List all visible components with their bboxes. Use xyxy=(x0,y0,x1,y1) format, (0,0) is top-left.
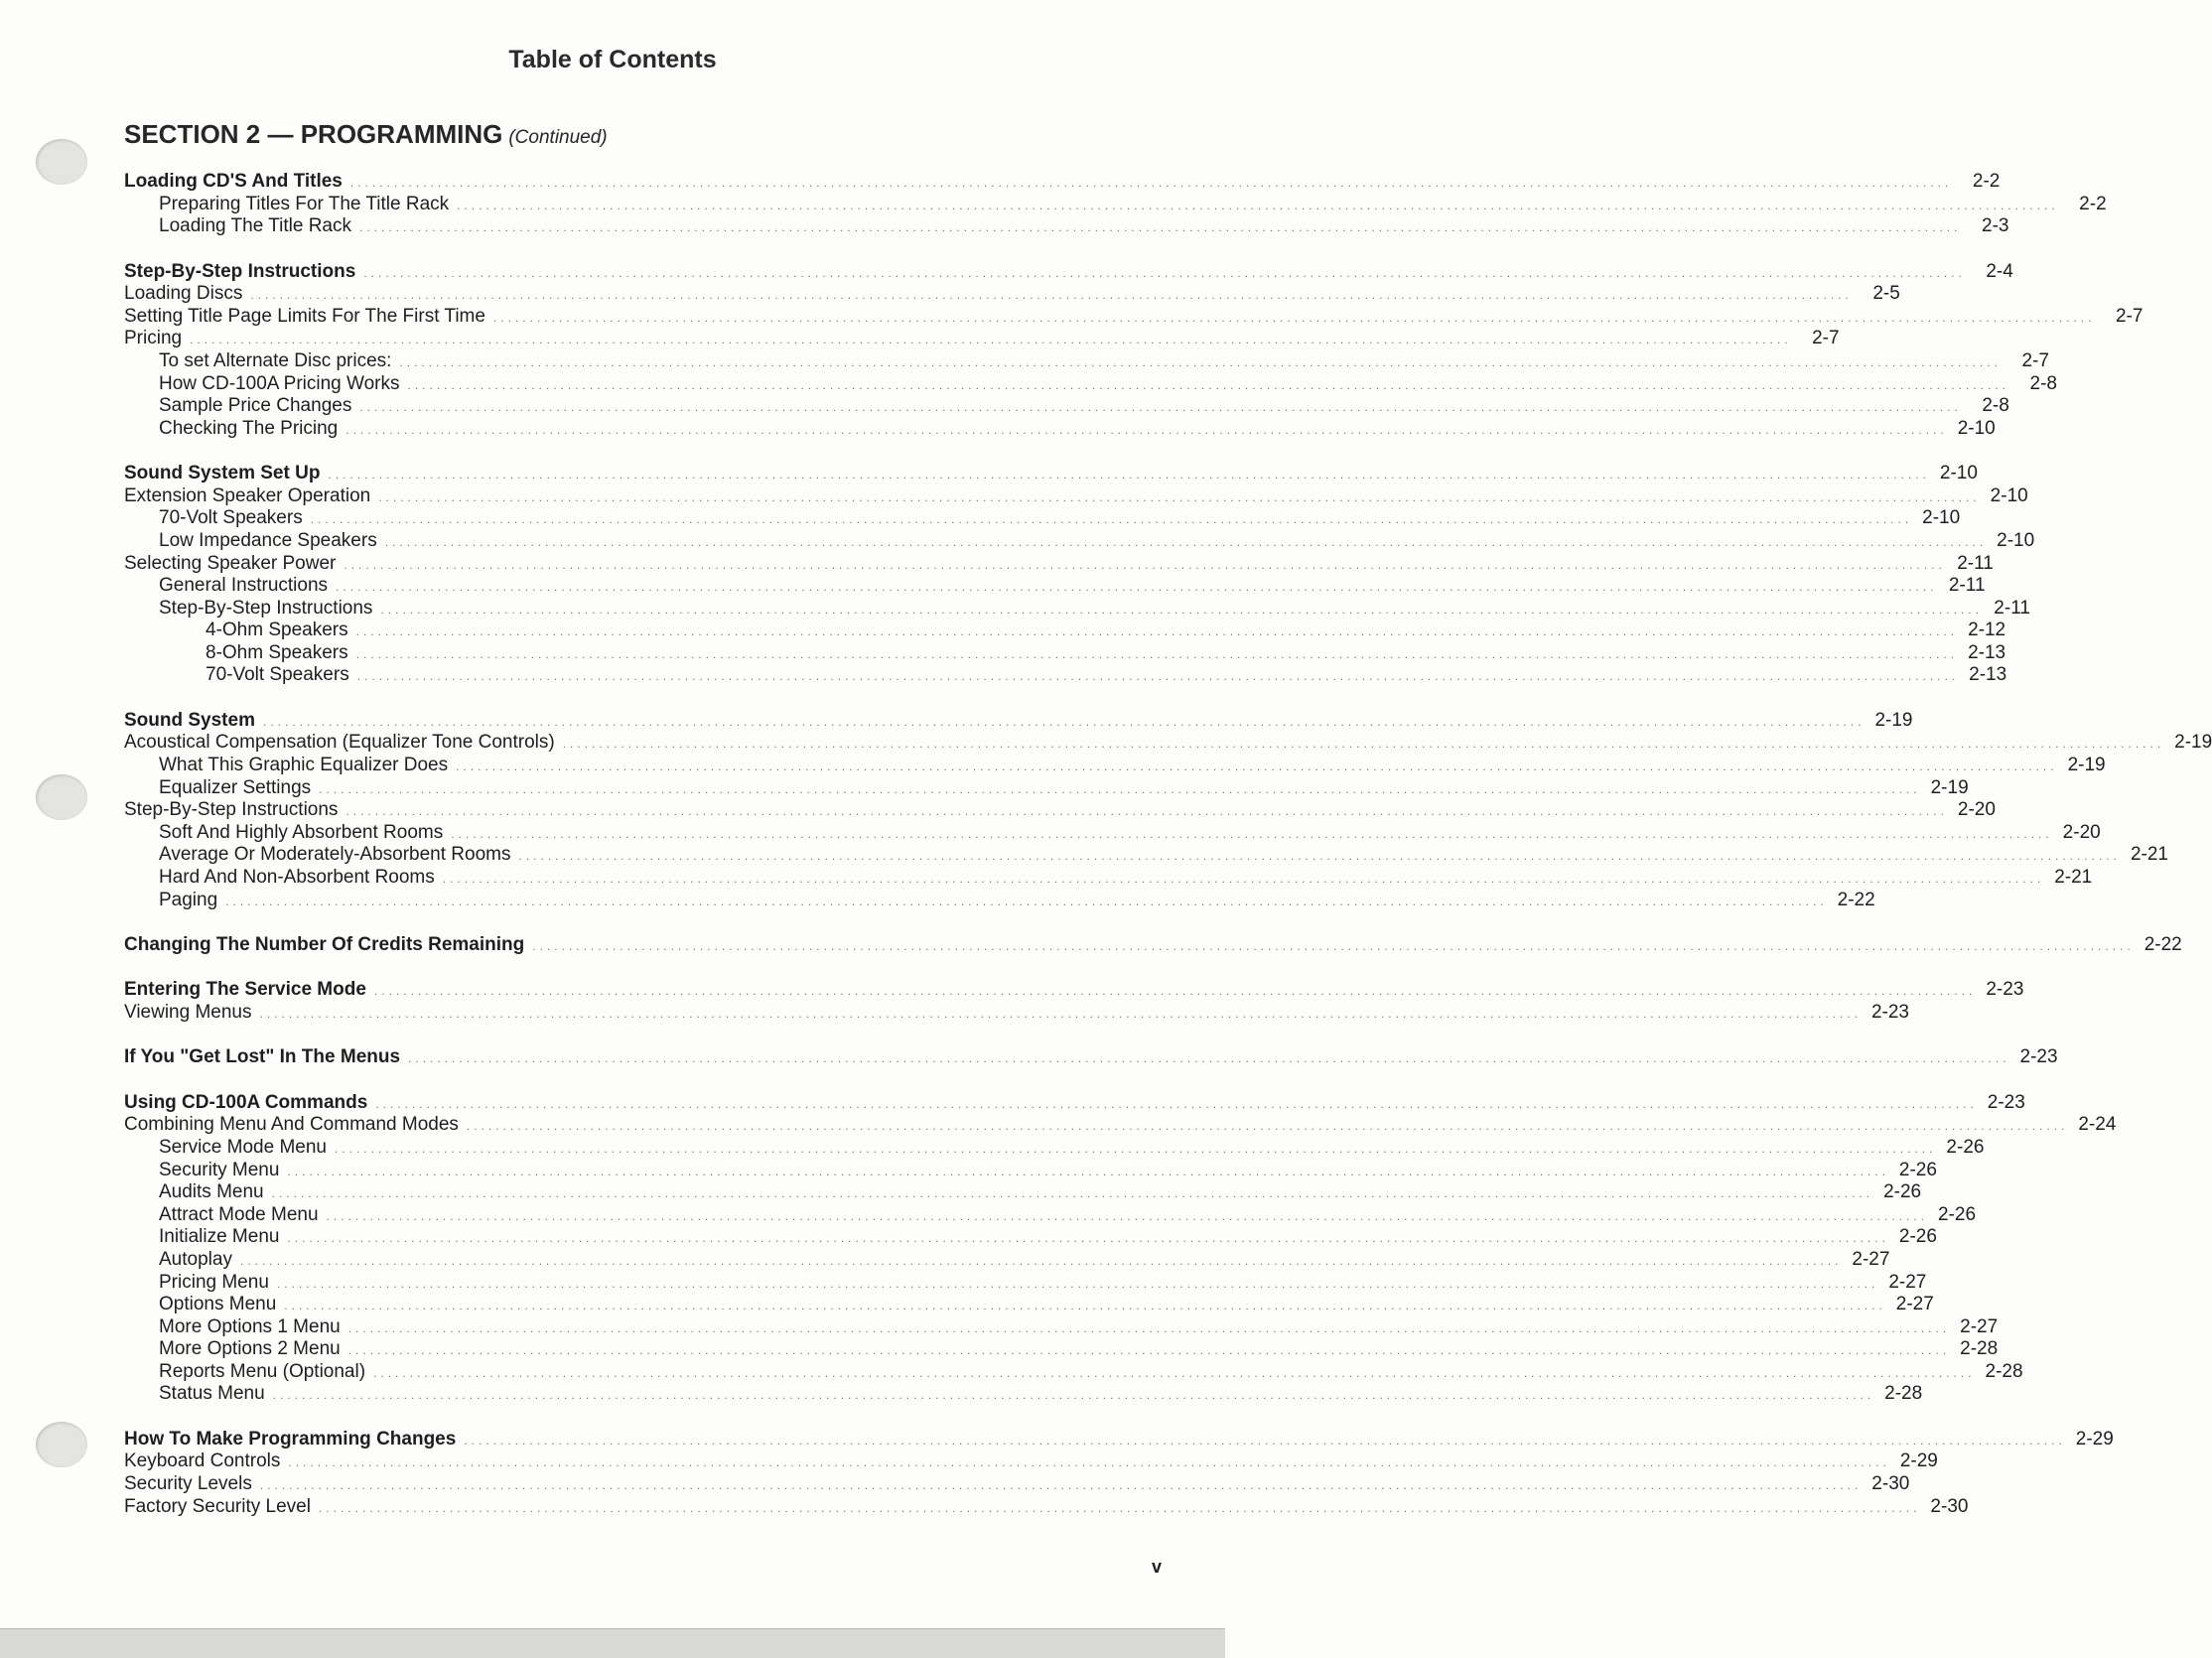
toc-entry[interactable] xyxy=(124,171,2001,194)
toc-entry[interactable] xyxy=(124,1114,2117,1137)
dot-leader: ............................................................................................................................................................................................................................ xyxy=(225,894,1828,908)
dot-leader: ............................................................................................................................................................................................................................ xyxy=(492,310,2096,325)
toc-entry[interactable] xyxy=(124,1159,1937,1182)
dot-leader: ............................................................................................................................................................................................................................ xyxy=(457,198,2059,212)
toc-entry-page: 2-26 xyxy=(1946,1136,1985,1158)
toc-entry[interactable] xyxy=(124,799,1996,822)
dot-leader: ............................................................................................................................................................................................................................ xyxy=(344,557,1946,572)
toc-entry-page: 2-20 xyxy=(1957,799,1996,821)
dot-leader: ............................................................................................................................................................................................................................ xyxy=(284,1299,1886,1313)
toc-entry-page: 2-30 xyxy=(1930,1495,1969,1517)
toc-group xyxy=(124,171,2107,238)
toc-entry-label: Soft And Highly Absorbent Rooms xyxy=(159,821,444,843)
toc-entry-page: 2-29 xyxy=(1899,1451,1938,1472)
toc-entry-label: Checking The Pricing xyxy=(159,417,339,439)
dot-leader: ............................................................................................................................................................................................................................ xyxy=(272,1388,1875,1403)
toc-entry-label: Extension Speaker Operation xyxy=(124,484,371,506)
toc-entry-label: Low Impedance Speakers xyxy=(159,529,377,551)
toc-entry-label: Setting Title Page Limits For The First Time xyxy=(124,305,485,327)
toc-entry-page: 2-3 xyxy=(1982,215,2009,237)
toc-entry-page: 2-19 xyxy=(2067,755,2106,776)
toc-entry[interactable] xyxy=(124,463,1978,485)
toc-entry-page: 2-26 xyxy=(1898,1159,1937,1180)
toc-entry-label: Using CD-100A Commands xyxy=(124,1091,368,1113)
toc-entry-page: 2-8 xyxy=(1982,395,2009,417)
toc-entry-page: 2-10 xyxy=(1957,417,1996,439)
toc-entry-page: 2-7 xyxy=(2115,305,2143,327)
toc-entry-label: Service Mode Menu xyxy=(159,1136,327,1158)
dot-leader: ............................................................................................................................................................................................................................ xyxy=(190,333,1792,347)
dot-leader: ............................................................................................................................................................................................................................ xyxy=(355,624,1959,639)
toc-entry-label: Step-By-Step Instructions xyxy=(124,260,356,282)
toc-entry[interactable] xyxy=(124,867,2093,890)
toc-entry-label: Attract Mode Menu xyxy=(159,1203,319,1225)
toc-entry[interactable] xyxy=(124,1181,1922,1204)
toc-entry[interactable] xyxy=(124,372,2057,396)
toc-entry[interactable] xyxy=(124,1383,1923,1406)
dot-leader: ............................................................................................................................................................................................................................ xyxy=(384,534,1988,549)
toc-entry-label: Preparing Titles For The Title Rack xyxy=(159,193,450,214)
toc-entry[interactable] xyxy=(124,821,2101,845)
toc-entry[interactable] xyxy=(124,529,2035,553)
toc-entry-page: 2-10 xyxy=(1990,484,2028,506)
toc-entry[interactable] xyxy=(124,1428,2114,1451)
dot-leader: ............................................................................................................................................................................................................................ xyxy=(288,1455,1890,1470)
toc-entry[interactable] xyxy=(124,934,2182,957)
toc-entry[interactable] xyxy=(124,575,1986,598)
toc-entry[interactable] xyxy=(124,349,2049,373)
dot-leader: ............................................................................................................................................................................................................................ xyxy=(359,400,1962,415)
toc-entry-label: More Options 1 Menu xyxy=(159,1315,341,1337)
toc-entry[interactable] xyxy=(124,552,1994,576)
toc-entry-label: Changing The Number Of Credits Remaining xyxy=(124,934,525,955)
dot-leader: ............................................................................................................................................................................................................................ xyxy=(250,288,1853,303)
dot-leader: ............................................................................................................................................................................................................................ xyxy=(271,1186,1874,1201)
toc-entry-label: 8-Ohm Speakers xyxy=(206,641,348,663)
toc-entry-label: Step-By-Step Instructions xyxy=(124,799,339,821)
toc-entry-page: 2-8 xyxy=(2029,372,2057,394)
toc-entry-page: 2-13 xyxy=(1969,664,2007,686)
toc-entry-label: Loading The Title Rack xyxy=(159,215,351,237)
binder-hole-top xyxy=(36,139,87,185)
toc-entry[interactable] xyxy=(124,1091,2025,1115)
toc-entry-label: Selecting Speaker Power xyxy=(124,552,337,574)
dot-leader: ............................................................................................................................................................................................................................ xyxy=(318,1500,1921,1515)
dot-leader: ............................................................................................................................................................................................................................ xyxy=(466,1119,2069,1134)
dot-leader: ............................................................................................................................................................................................................................ xyxy=(346,422,1948,437)
toc-entry-page: 2-2 xyxy=(2079,193,2107,214)
toc-entry[interactable] xyxy=(124,1495,1969,1519)
dot-leader: ............................................................................................................................................................................................................................ xyxy=(375,1096,1978,1111)
dot-leader: ............................................................................................................................................................................................................................ xyxy=(310,512,1913,527)
dot-leader: ............................................................................................................................................................................................................................ xyxy=(359,220,1962,235)
dot-leader: ............................................................................................................................................................................................................................ xyxy=(518,849,2121,864)
toc-entry-page: 2-26 xyxy=(1883,1181,1922,1203)
toc-entry-label: Status Menu xyxy=(159,1383,265,1405)
toc-entry-page: 2-13 xyxy=(1968,641,2006,663)
toc-entry-label: Acoustical Compensation (Equalizer Tone Controls) xyxy=(124,732,555,754)
dot-leader: ............................................................................................................................................................................................................................ xyxy=(451,826,2053,841)
toc-entry-page: 2-7 xyxy=(2021,349,2049,371)
dot-leader: ............................................................................................................................................................................................................................ xyxy=(407,377,2009,392)
toc-entry-page: 2-20 xyxy=(2062,821,2101,843)
toc-entry-label: What This Graphic Equalizer Does xyxy=(159,755,449,776)
toc-entry-label: Pricing Menu xyxy=(159,1271,269,1293)
toc-entry[interactable] xyxy=(124,844,2168,867)
toc-entry-page: 2-10 xyxy=(1922,507,1961,529)
toc-entry-label: Security Menu xyxy=(159,1159,280,1180)
toc-entry-label: Factory Security Level xyxy=(124,1495,311,1517)
dot-leader: ............................................................................................................................................................................................................................ xyxy=(276,1276,1879,1291)
toc-entry[interactable] xyxy=(124,709,1913,733)
toc-entry-label: Reports Menu (Optional) xyxy=(159,1360,366,1382)
toc-group xyxy=(124,1428,2114,1518)
toc-entry-page: 2-26 xyxy=(1898,1226,1937,1248)
toc-entry-label: Initialize Menu xyxy=(159,1226,280,1248)
dot-leader: ............................................................................................................................................................................................................................ xyxy=(562,737,2165,752)
toc-group xyxy=(124,463,2035,687)
toc-entry-label: Keyboard Controls xyxy=(124,1451,281,1472)
scan-bottom-edge xyxy=(0,1628,1225,1658)
toc-entry-page: 2-10 xyxy=(1997,529,2035,551)
dot-leader: ............................................................................................................................................................................................................................ xyxy=(380,602,1983,617)
dot-leader: ............................................................................................................................................................................................................................ xyxy=(319,781,1921,796)
toc-entry-label: If You "Get Lost" In The Menus xyxy=(124,1046,401,1068)
toc-entry-page: 2-21 xyxy=(2130,844,2168,866)
toc-entry[interactable] xyxy=(124,1360,2023,1384)
toc-group xyxy=(124,709,2212,911)
toc-entry[interactable] xyxy=(124,283,1900,306)
dot-leader: ............................................................................................................................................................................................................................ xyxy=(334,1141,1937,1156)
dot-leader: ............................................................................................................................................................................................................................ xyxy=(363,265,1966,280)
toc-entry-page: 2-11 xyxy=(1957,552,1994,574)
dot-leader: ............................................................................................................................................................................................................................ xyxy=(336,580,1938,595)
toc-entry-page: 2-4 xyxy=(1986,260,2013,282)
toc-entry-label: Combining Menu And Command Modes xyxy=(124,1114,459,1136)
table-of-contents xyxy=(124,171,2212,1541)
dot-leader: ............................................................................................................................................................................................................................ xyxy=(532,939,2135,953)
toc-entry-page: 2-23 xyxy=(2019,1046,2058,1068)
toc-entry-label: Hard And Non-Absorbent Rooms xyxy=(159,867,435,889)
dot-leader: ............................................................................................................................................................................................................................ xyxy=(328,468,1930,483)
toc-entry[interactable] xyxy=(124,1473,1910,1496)
toc-entry[interactable] xyxy=(124,484,2028,508)
toc-entry[interactable] xyxy=(124,620,2006,642)
toc-entry[interactable] xyxy=(124,1046,2058,1069)
page-number: v xyxy=(1152,1557,1163,1577)
dot-leader: ............................................................................................................................................................................................................................ xyxy=(399,354,2002,369)
section-heading xyxy=(124,119,608,150)
dot-leader: ............................................................................................................................................................................................................................ xyxy=(408,1051,2010,1066)
toc-entry[interactable] xyxy=(124,1203,1977,1227)
toc-entry[interactable] xyxy=(124,1226,1937,1249)
toc-entry[interactable] xyxy=(124,1294,1934,1316)
binder-hole-bottom xyxy=(36,1422,87,1467)
toc-entry-page: 2-28 xyxy=(1884,1383,1923,1405)
toc-entry[interactable] xyxy=(124,305,2143,329)
page-title: Table of Contents xyxy=(508,46,717,73)
toc-entry-page: 2-27 xyxy=(1895,1294,1934,1315)
toc-entry-label: Sound System xyxy=(124,709,255,731)
toc-entry-label: 70-Volt Speakers xyxy=(159,507,303,529)
toc-entry[interactable] xyxy=(124,597,2030,621)
toc-entry[interactable] xyxy=(124,215,2009,238)
toc-entry-page: 2-23 xyxy=(1986,979,2024,1001)
toc-entry-label: Autoplay xyxy=(159,1248,232,1270)
toc-entry-page: 2-11 xyxy=(1994,597,2030,619)
toc-entry-page: 2-5 xyxy=(1872,283,1900,305)
dot-leader: ............................................................................................................................................................................................................................ xyxy=(326,1208,1929,1223)
toc-entry[interactable] xyxy=(124,979,2024,1002)
toc-entry-label: Loading CD'S And Titles xyxy=(124,171,343,192)
toc-group xyxy=(124,934,2182,957)
toc-group xyxy=(124,979,2024,1024)
toc-entry[interactable] xyxy=(124,260,2013,284)
toc-entry[interactable] xyxy=(124,1338,1999,1361)
dot-leader: ............................................................................................................................................................................................................................ xyxy=(378,489,1981,504)
toc-entry-label: Sound System Set Up xyxy=(124,463,321,484)
toc-entry[interactable] xyxy=(124,1451,1938,1473)
toc-entry[interactable] xyxy=(124,1315,1999,1339)
dot-leader: ............................................................................................................................................................................................................................ xyxy=(239,1253,1843,1268)
dot-leader: ............................................................................................................................................................................................................................ xyxy=(373,1365,1976,1380)
toc-entry-label: Entering The Service Mode xyxy=(124,979,366,1001)
toc-entry-page: 2-7 xyxy=(1812,328,1840,349)
toc-entry-page: 2-2 xyxy=(1972,171,2001,192)
toc-entry-page: 2-28 xyxy=(1985,1360,2023,1382)
dot-leader: ............................................................................................................................................................................................................................ xyxy=(464,1433,2066,1448)
toc-entry-page: 2-11 xyxy=(1948,575,1986,597)
toc-entry-label: More Options 2 Menu xyxy=(159,1338,341,1360)
toc-entry[interactable] xyxy=(124,328,1840,350)
dot-leader: ............................................................................................................................................................................................................................ xyxy=(456,760,2058,774)
toc-entry-page: 2-24 xyxy=(2078,1114,2117,1136)
toc-entry[interactable] xyxy=(124,193,2107,216)
toc-entry[interactable] xyxy=(124,417,1996,441)
toc-entry[interactable] xyxy=(124,776,1969,800)
toc-entry[interactable] xyxy=(124,889,1875,912)
toc-entry-label: Step-By-Step Instructions xyxy=(159,597,373,619)
toc-entry-label: How CD-100A Pricing Works xyxy=(159,372,400,394)
toc-entry-page: 2-27 xyxy=(1888,1271,1927,1293)
toc-entry-page: 2-23 xyxy=(1870,1001,1909,1023)
toc-entry-label: Audits Menu xyxy=(159,1181,264,1203)
dot-leader: ............................................................................................................................................................................................................................ xyxy=(349,176,1953,190)
dot-leader: ............................................................................................................................................................................................................................ xyxy=(262,714,1866,729)
section-title: SECTION 2 — PROGRAMMING xyxy=(124,119,503,149)
toc-entry[interactable] xyxy=(124,641,2006,665)
toc-entry[interactable] xyxy=(124,395,2009,418)
toc-entry-page: 2-22 xyxy=(2143,934,2182,955)
toc-entry-page: 2-30 xyxy=(1871,1473,1910,1495)
toc-entry-page: 2-26 xyxy=(1937,1203,1977,1225)
dot-leader: ............................................................................................................................................................................................................................ xyxy=(373,984,1977,999)
toc-group xyxy=(124,260,2143,441)
dot-leader: ............................................................................................................................................................................................................................ xyxy=(442,872,2045,887)
toc-entry-label: Viewing Menus xyxy=(124,1001,252,1023)
dot-leader: ............................................................................................................................................................................................................................ xyxy=(346,804,1948,819)
toc-entry[interactable] xyxy=(124,664,2007,687)
toc-entry-label: Security Levels xyxy=(124,1473,252,1495)
toc-entry-label: Equalizer Settings xyxy=(159,776,312,798)
toc-entry-page: 2-10 xyxy=(1939,463,1978,484)
dot-leader: ............................................................................................................................................................................................................................ xyxy=(347,1320,1951,1335)
toc-entry-label: To set Alternate Disc prices: xyxy=(159,349,392,371)
toc-entry-label: 70-Volt Speakers xyxy=(206,664,349,686)
toc-entry-label: Paging xyxy=(159,889,218,910)
dot-leader: ............................................................................................................................................................................................................................ xyxy=(347,1343,1951,1358)
toc-entry-page: 2-27 xyxy=(1960,1315,1999,1337)
toc-entry[interactable] xyxy=(124,732,2212,755)
dot-leader: ............................................................................................................................................................................................................................ xyxy=(355,646,1959,661)
dot-leader: ............................................................................................................................................................................................................................ xyxy=(287,1164,1889,1178)
toc-entry-page: 2-21 xyxy=(2054,867,2093,889)
toc-entry-label: How To Make Programming Changes xyxy=(124,1428,457,1450)
toc-entry[interactable] xyxy=(124,507,1961,530)
toc-entry-label: General Instructions xyxy=(159,575,329,597)
toc-group xyxy=(124,1091,2117,1406)
toc-entry[interactable] xyxy=(124,1001,1909,1025)
toc-entry[interactable] xyxy=(124,1136,1985,1160)
toc-entry-page: 2-27 xyxy=(1852,1248,1890,1270)
toc-entry[interactable] xyxy=(124,1271,1927,1295)
toc-entry-page: 2-28 xyxy=(1960,1338,1999,1360)
toc-entry-page: 2-19 xyxy=(2174,732,2212,754)
continued-note: (Continued) xyxy=(508,127,608,148)
toc-group xyxy=(124,1046,2058,1069)
binder-hole-middle xyxy=(36,774,87,820)
dot-leader: ............................................................................................................................................................................................................................ xyxy=(287,1231,1889,1246)
toc-entry-label: 4-Ohm Speakers xyxy=(206,620,348,641)
toc-entry[interactable] xyxy=(124,755,2106,777)
toc-entry-page: 2-19 xyxy=(1930,776,1969,798)
toc-entry-label: Sample Price Changes xyxy=(159,395,352,417)
dot-leader: ............................................................................................................................................................................................................................ xyxy=(356,669,1960,684)
dot-leader: ............................................................................................................................................................................................................................ xyxy=(259,1006,1862,1021)
toc-entry[interactable] xyxy=(124,1248,1890,1272)
toc-entry-label: Loading Discs xyxy=(124,283,243,305)
toc-entry-page: 2-23 xyxy=(1987,1091,2025,1113)
dot-leader: ............................................................................................................................................................................................................................ xyxy=(259,1478,1863,1493)
toc-entry-label: Options Menu xyxy=(159,1294,277,1315)
toc-entry-page: 2-19 xyxy=(1874,709,1913,731)
toc-entry-page: 2-12 xyxy=(1968,620,2006,641)
toc-entry-page: 2-22 xyxy=(1837,889,1875,910)
toc-entry-page: 2-29 xyxy=(2075,1428,2114,1450)
toc-entry-label: Pricing xyxy=(124,328,183,349)
toc-entry-label: Average Or Moderately-Absorbent Rooms xyxy=(159,844,511,866)
